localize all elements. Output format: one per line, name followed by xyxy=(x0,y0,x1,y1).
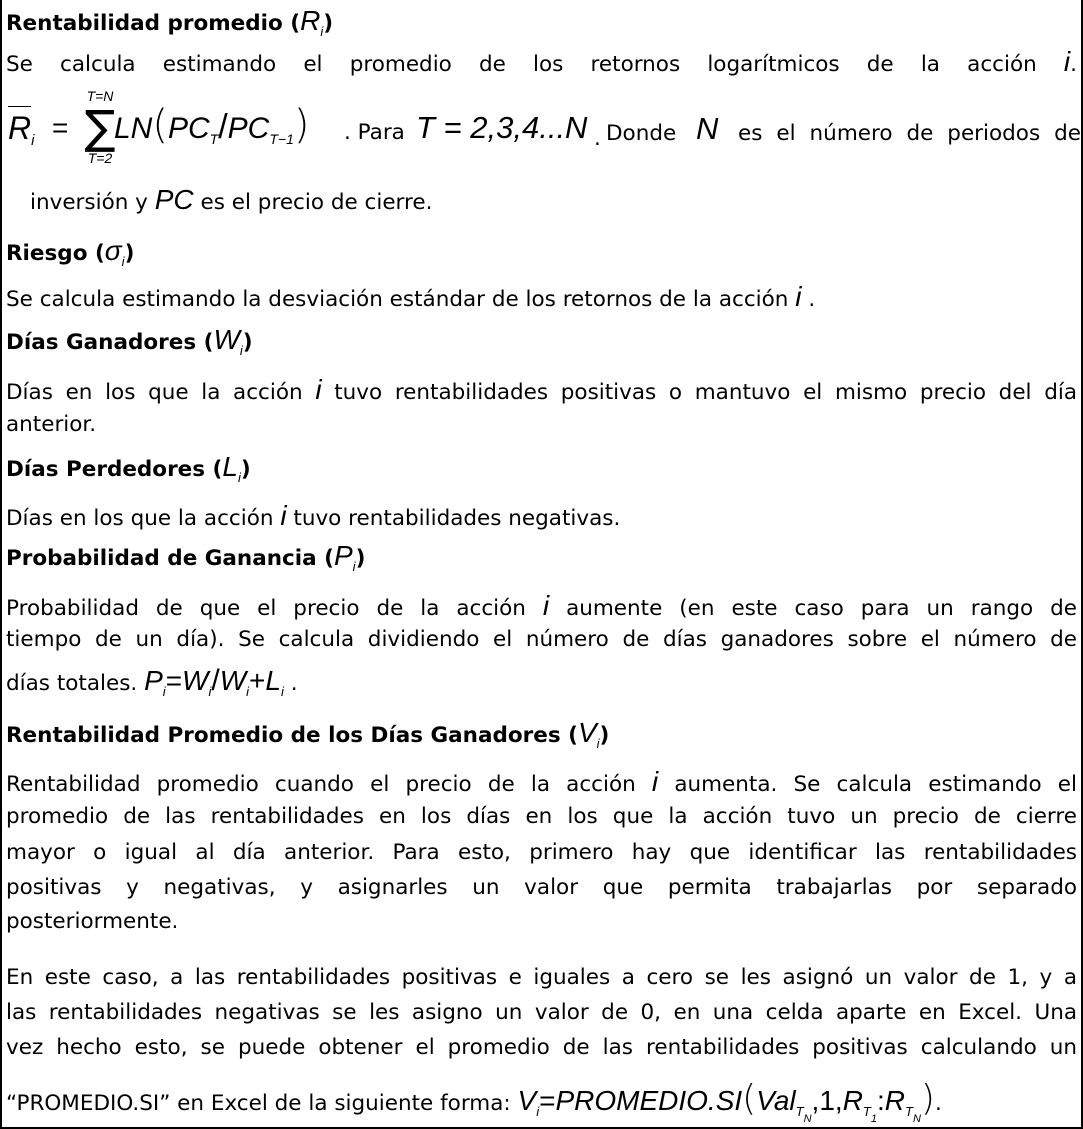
heading-riesgo: Riesgo $(\sigma_i)$ xyxy=(6,235,135,269)
riesgo-line-1: Se calcula estimando la desviación estándar de los retornos de la acción i . xyxy=(6,281,816,312)
rent-gan-line-2: promedio de las rentabilidades en los días en los que la acción tuvo un precio de cierre xyxy=(6,804,1077,829)
formula-promedio-si: $V_i=PROMEDIO.SI(Val_{TN},1,R_{T1}:R_{TN})$ xyxy=(517,1078,935,1125)
heading-dias-ganadores: Días Ganadores $(W_i)$ xyxy=(6,324,253,358)
rent-gan-p2-line-1: En este caso, a las rentabilidades positivas e iguales a cero se les asignó un valor de 1, y a xyxy=(6,965,1077,990)
rent-gan-p2-line-2: las rentabilidades negativas se les asigno un valor de 0, en una celda aparte en Excel. Una xyxy=(6,1000,1077,1025)
heading-dias-perdedores: Días Perdedores $(L_i)$ xyxy=(6,451,251,485)
formula-probabilidad: $P_i=W_i/W_i+L_i$ xyxy=(144,664,284,699)
heading-probabilidad-ganancia: Probabilidad de Ganancia $(P_i)$ xyxy=(6,540,366,574)
rent-gan-p2-line-3: vez hecho esto, se puede obtener el promedio de las rentabilidades positivas calculando un xyxy=(6,1035,1077,1060)
formula-rentabilidad-promedio: $R_i$ = T=N ∑ T=2 $LN(PC_T/PC_{T-1})$ . Para T = 2,3,4...N . Donde N es el número de periodos de xyxy=(8,88,1081,166)
rent-prom-line-3: inversión y PC es el precio de cierre. xyxy=(30,184,433,215)
probabilidad-line-2: tiempo de un día). Se calcula dividiendo el número de días ganadores sobre el número de xyxy=(6,627,1077,652)
heading-rentabilidad-promedio: Rentabilidad promedio $(R_i)$ xyxy=(6,5,334,39)
probabilidad-line-3: días totales. $P_i=W_i/W_i+L_i$ . xyxy=(6,664,298,699)
rent-gan-line-3: mayor o igual al día anterior. Para esto, primero hay que identificar las rentabilidades xyxy=(6,840,1077,865)
heading-rentabilidad-dias-ganadores: Rentabilidad Promedio de los Días Ganadores $(V_i)$ xyxy=(6,717,610,751)
rent-gan-line-4: positivas y negativas, y asignarles un valor que permita trabajarlas por separado xyxy=(6,875,1077,900)
rent-gan-line-1: Rentabilidad promedio cuando el precio de la acción i aumenta. Se calcula estimando el xyxy=(6,766,1078,797)
rent-gan-line-5: posteriormente. xyxy=(6,909,179,934)
ganadores-line-1: Días en los que la acción i tuvo rentabilidades positivas o mantuvo el mismo precio del día xyxy=(6,374,1077,405)
ganadores-line-2: anterior. xyxy=(6,412,97,437)
rent-gan-p2-line-4: “PROMEDIO.SI” en Excel de la siguiente forma: $V_i=PROMEDIO.SI(Val_{TN},1,R_{T1}:R_{TN})$. xyxy=(6,1078,942,1125)
rent-prom-line-1: Se calcula estimando el promedio de los retornos logarítmicos de la acción i. xyxy=(6,46,1077,77)
probabilidad-line-1: Probabilidad de que el precio de la acción i aumente (en este caso para un rango de xyxy=(6,590,1077,621)
perdedores-line-1: Días en los que la acción i tuvo rentabilidades negativas. xyxy=(6,500,621,531)
